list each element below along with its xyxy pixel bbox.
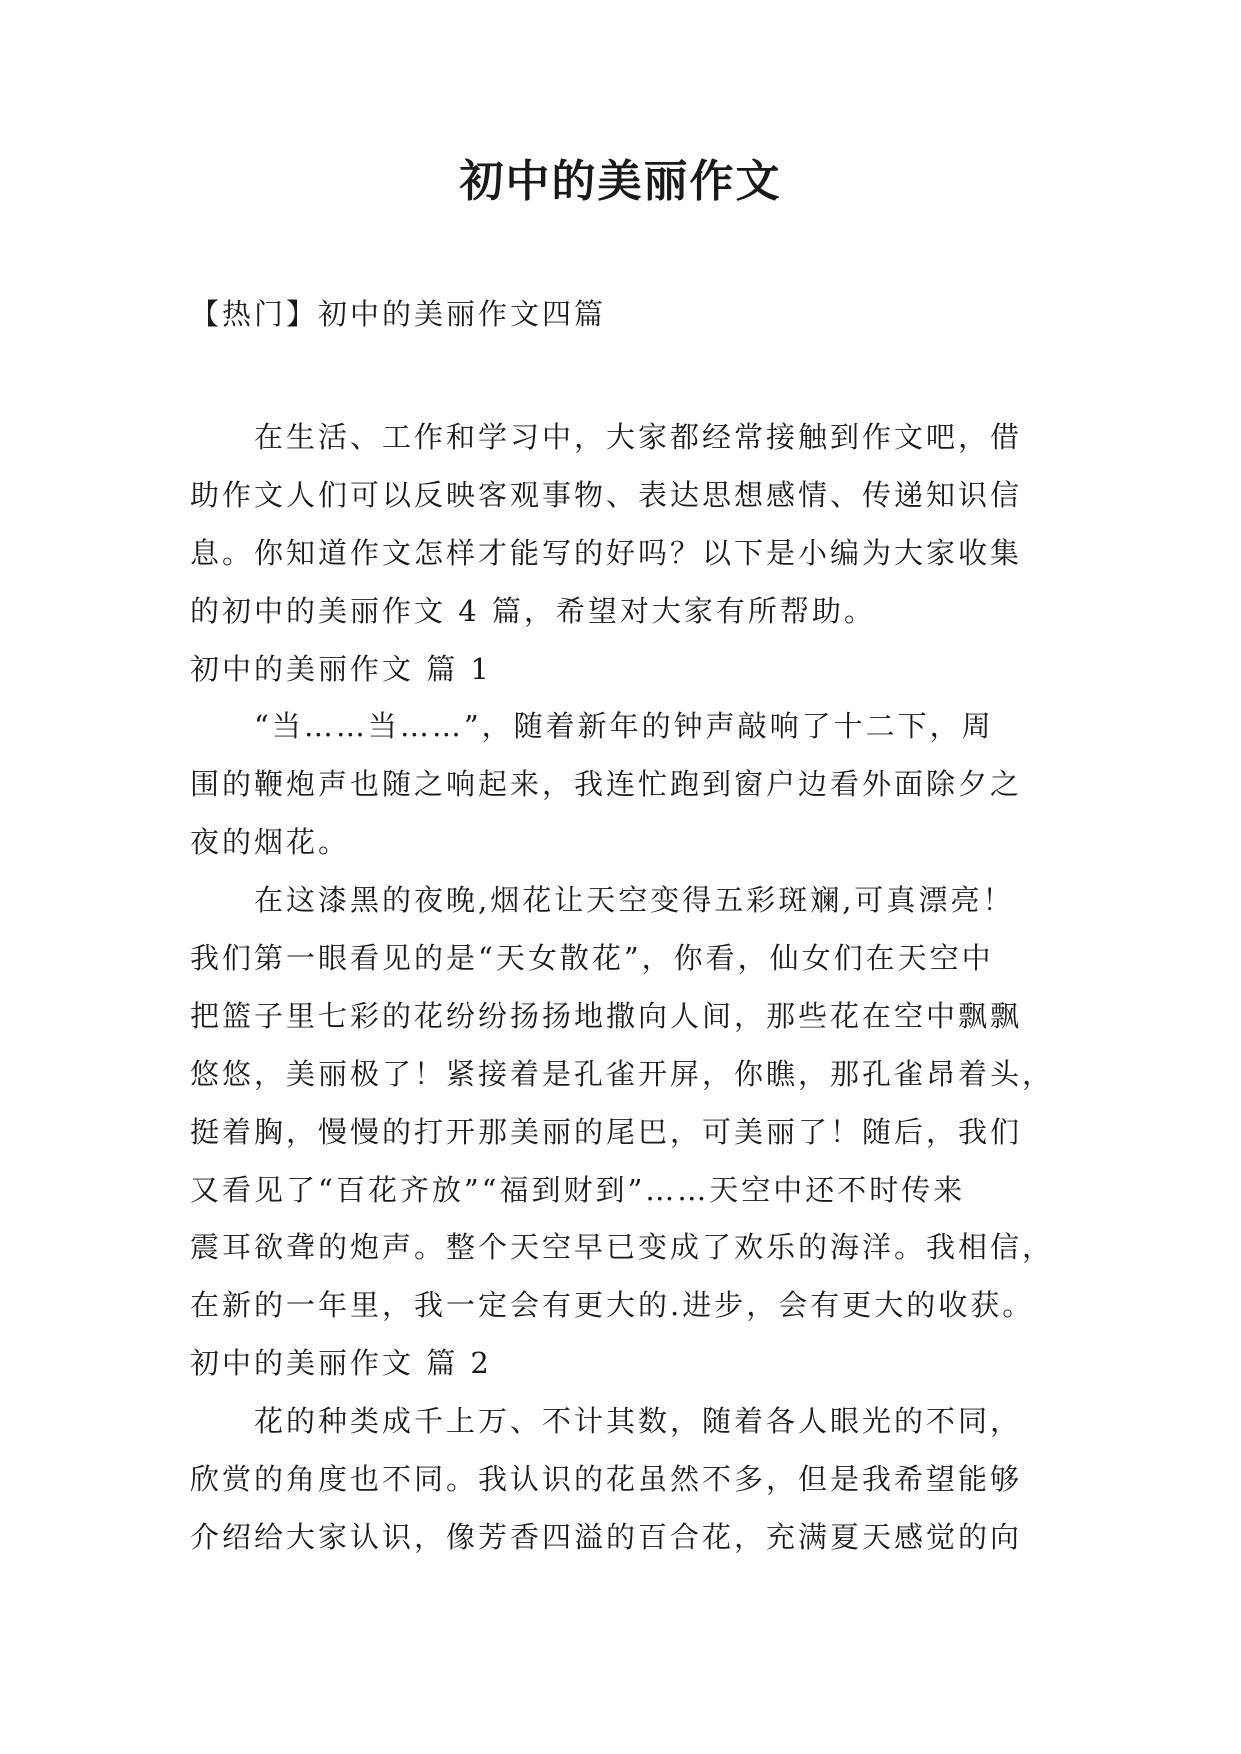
text-line: 夜的烟花。 (190, 825, 351, 860)
text-line: 震耳欲聋的炮声。整个天空早已变成了欢乐的海洋。我相信， (190, 1230, 1055, 1265)
text-line: 息。你知道作文怎样才能写的好吗？以下是小编为大家收集 (190, 535, 1023, 570)
text-line: 介绍给大家认识，像芳香四溢的百合花，充满夏天感觉的向 (190, 1519, 1023, 1554)
text-line: 助作文人们可以反映客观事物、表达思想感情、传递知识信 (190, 477, 1023, 512)
text-line: 围的鞭炮声也随之响起来，我连忙跑到窗户边看外面除夕之 (190, 767, 1023, 802)
text-line: 在生活、工作和学习中，大家都经常接触到作文吧，借 (254, 420, 1023, 454)
text-line: “当……当……”，随着新年的钟声敲响了十二下，周 (254, 709, 994, 744)
text-line: 把篮子里七彩的花纷纷扬扬地撒向人间，那些花在空中飘飘 (190, 998, 1023, 1033)
text-line: 又看见了“百花齐放”“福到财到”……天空中还不时传来 (190, 1172, 966, 1207)
text-line: 初中的美丽作文 篇 1 (190, 651, 492, 686)
document-body (190, 409, 1070, 1567)
text-line: 悠悠，美丽极了！紧接着是孔雀开屏，你瞧，那孔雀昂着头， (190, 1056, 1055, 1091)
text-line: 初中的美丽作文 篇 2 (190, 1346, 492, 1381)
document-subtitle: 【热门】初中的美丽作文四篇 (190, 297, 607, 331)
text-line: 在新的一年里，我一定会有更大的.进步，会有更大的收获。 (190, 1288, 1035, 1323)
text-line: 挺着胸，慢慢的打开那美丽的尾巴，可美丽了！随后，我们 (190, 1114, 1023, 1149)
text-line: 在这漆黑的夜晚,烟花让天空变得五彩斑斓,可真漂亮！ (254, 883, 1015, 918)
text-line: 的初中的美丽作文 4 篇，希望对大家有所帮助。 (190, 593, 876, 628)
document-title: 初中的美丽作文 (459, 156, 782, 207)
text-line: 欣赏的角度也不同。我认识的花虽然不多，但是我希望能够 (190, 1462, 1023, 1497)
text-line: 我们第一眼看见的是“天女散花”，你看，仙女们在天空中 (190, 941, 994, 976)
text-line: 花的种类成千上万、不计其数，随着各人眼光的不同， (254, 1404, 1023, 1439)
